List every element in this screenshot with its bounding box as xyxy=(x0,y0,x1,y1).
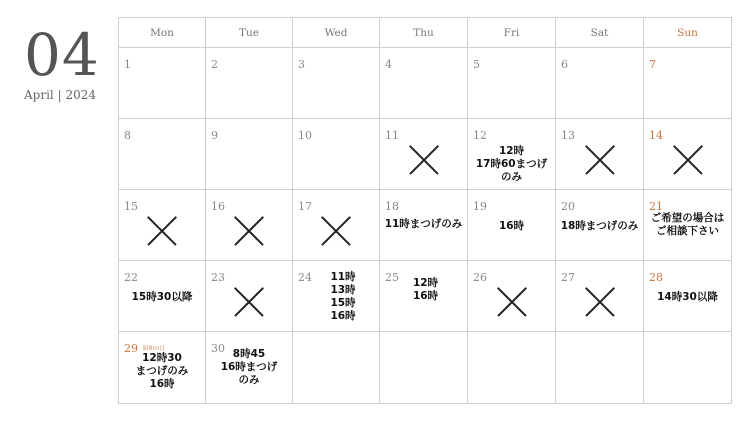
day-cell-18[interactable] xyxy=(380,190,468,261)
availability-note: 8時45 16時まつげ のみ xyxy=(220,348,278,386)
year: 2024 xyxy=(65,88,97,102)
day-cell-23[interactable] xyxy=(206,261,293,332)
weekday-sun: Sun xyxy=(644,18,732,48)
day-cell-17[interactable] xyxy=(293,190,380,261)
holiday-label: 昭和の日 xyxy=(143,346,166,352)
availability-note: 15時30以降 xyxy=(131,291,193,303)
day-number-text: 17 xyxy=(298,200,312,213)
weekday-thu: Thu xyxy=(380,18,468,48)
day-number xyxy=(385,58,392,71)
day-number-text: 12 xyxy=(473,129,487,142)
day-number-text: 4 xyxy=(385,58,392,71)
availability-note: 11時 13時 15時 16時 xyxy=(330,271,356,322)
day-number xyxy=(473,200,487,213)
weekday-mon: Mon xyxy=(119,18,206,48)
day-cell-13[interactable] xyxy=(556,119,644,190)
day-cell-3[interactable] xyxy=(293,48,380,119)
day-number xyxy=(124,58,131,71)
day-number-text: 26 xyxy=(473,271,487,284)
day-cell-21[interactable] xyxy=(644,190,732,261)
day-number-text: 25 xyxy=(385,271,399,284)
weekday-wed: Wed xyxy=(293,18,380,48)
empty-cell xyxy=(468,332,556,404)
day-cell-1[interactable] xyxy=(119,48,206,119)
day-cell-5[interactable] xyxy=(468,48,556,119)
empty-cell xyxy=(644,332,732,404)
availability-note: 12時30 まつげのみ 16時 xyxy=(135,352,189,390)
day-number-text: 28 xyxy=(649,271,663,284)
day-number-text: 14 xyxy=(649,129,663,142)
week-row xyxy=(119,190,733,261)
day-number-text: 7 xyxy=(649,58,656,71)
weekday-sat: Sat xyxy=(556,18,644,48)
day-cell-10[interactable] xyxy=(293,119,380,190)
weekday-header-row xyxy=(119,18,733,48)
day-cell-6[interactable] xyxy=(556,48,644,119)
day-number-text: 11 xyxy=(385,129,399,142)
day-cell-15[interactable] xyxy=(119,190,206,261)
month-number: 04 xyxy=(24,21,100,89)
day-number-text: 21 xyxy=(649,200,663,213)
day-number xyxy=(561,200,575,213)
day-cell-8[interactable] xyxy=(119,119,206,190)
availability-note: 14時30以降 xyxy=(657,291,718,303)
day-cell-24[interactable] xyxy=(293,261,380,332)
day-cell-28[interactable] xyxy=(644,261,732,332)
unavailable-x-icon xyxy=(147,216,177,246)
month-name: April xyxy=(24,88,54,102)
day-number xyxy=(473,129,487,142)
day-number xyxy=(473,58,480,71)
day-number-text: 19 xyxy=(473,200,487,213)
day-number xyxy=(473,271,487,284)
day-number-text: 30 xyxy=(211,342,225,355)
unavailable-x-icon xyxy=(673,145,703,175)
day-cell-9[interactable] xyxy=(206,119,293,190)
day-number-text: 23 xyxy=(211,271,225,284)
availability-note: 12時 16時 xyxy=(412,277,439,302)
day-number xyxy=(649,129,663,142)
day-number xyxy=(649,58,656,71)
empty-cell xyxy=(556,332,644,404)
weekday-fri: Fri xyxy=(468,18,556,48)
day-number-text: 16 xyxy=(211,200,225,213)
day-cell-29[interactable] xyxy=(119,332,206,404)
day-number-text: 22 xyxy=(124,271,138,284)
unavailable-x-icon xyxy=(585,145,615,175)
unavailable-x-icon xyxy=(497,287,527,317)
day-cell-19[interactable] xyxy=(468,190,556,261)
day-number xyxy=(211,58,218,71)
day-number-text: 5 xyxy=(473,58,480,71)
day-number-text: 29 xyxy=(124,342,138,355)
day-number xyxy=(211,271,225,284)
month-header xyxy=(24,21,114,102)
day-cell-12[interactable] xyxy=(468,119,556,190)
day-number xyxy=(385,129,399,142)
week-row xyxy=(119,332,733,404)
unavailable-x-icon xyxy=(321,216,351,246)
day-number-text: 13 xyxy=(561,129,575,142)
day-cell-27[interactable] xyxy=(556,261,644,332)
day-number xyxy=(298,200,312,213)
unavailable-x-icon xyxy=(234,287,264,317)
day-cell-11[interactable] xyxy=(380,119,468,190)
day-number xyxy=(211,200,225,213)
day-number-text: 8 xyxy=(124,129,131,142)
day-cell-22[interactable] xyxy=(119,261,206,332)
availability-note: 12時 17時60まつげ のみ xyxy=(475,145,548,183)
unavailable-x-icon xyxy=(234,216,264,246)
day-cell-14[interactable] xyxy=(644,119,732,190)
availability-note: 18時まつげのみ xyxy=(560,220,639,232)
day-number xyxy=(124,200,138,213)
day-number xyxy=(385,200,399,213)
availability-note: 16時 xyxy=(498,220,525,232)
day-number xyxy=(649,271,663,284)
availability-note: 11時まつげのみ xyxy=(384,218,463,230)
day-number-text: 24 xyxy=(298,271,312,284)
week-row xyxy=(119,119,733,190)
day-cell-2[interactable] xyxy=(206,48,293,119)
availability-note: ご希望の場合は ご相談下さい xyxy=(650,212,725,237)
week-row xyxy=(119,48,733,119)
day-cell-4[interactable] xyxy=(380,48,468,119)
day-number xyxy=(561,271,575,284)
unavailable-x-icon xyxy=(409,145,439,175)
week-row xyxy=(119,261,733,332)
day-number-text: 3 xyxy=(298,58,305,71)
day-cell-30[interactable] xyxy=(206,332,293,404)
day-number xyxy=(124,271,138,284)
day-number xyxy=(298,129,312,142)
empty-cell xyxy=(293,332,380,404)
day-number-text: 1 xyxy=(124,58,131,71)
empty-cell xyxy=(380,332,468,404)
day-number-text: 18 xyxy=(385,200,399,213)
day-number xyxy=(211,129,218,142)
day-number-text: 2 xyxy=(211,58,218,71)
day-number-text: 10 xyxy=(298,129,312,142)
separator: | xyxy=(57,88,62,102)
day-cell-20[interactable] xyxy=(556,190,644,261)
day-number-text: 15 xyxy=(124,200,138,213)
day-number xyxy=(298,58,305,71)
day-cell-26[interactable] xyxy=(468,261,556,332)
day-number-text: 20 xyxy=(561,200,575,213)
calendar-grid xyxy=(118,17,733,404)
day-cell-7[interactable] xyxy=(644,48,732,119)
day-number xyxy=(561,129,575,142)
day-number-text: 9 xyxy=(211,129,218,142)
unavailable-x-icon xyxy=(585,287,615,317)
day-cell-25[interactable] xyxy=(380,261,468,332)
weekday-tue: Tue xyxy=(206,18,293,48)
day-number-text: 27 xyxy=(561,271,575,284)
month-year-label xyxy=(24,88,114,102)
day-number-text: 6 xyxy=(561,58,568,71)
day-number xyxy=(561,58,568,71)
day-cell-16[interactable] xyxy=(206,190,293,261)
day-number xyxy=(124,129,131,142)
